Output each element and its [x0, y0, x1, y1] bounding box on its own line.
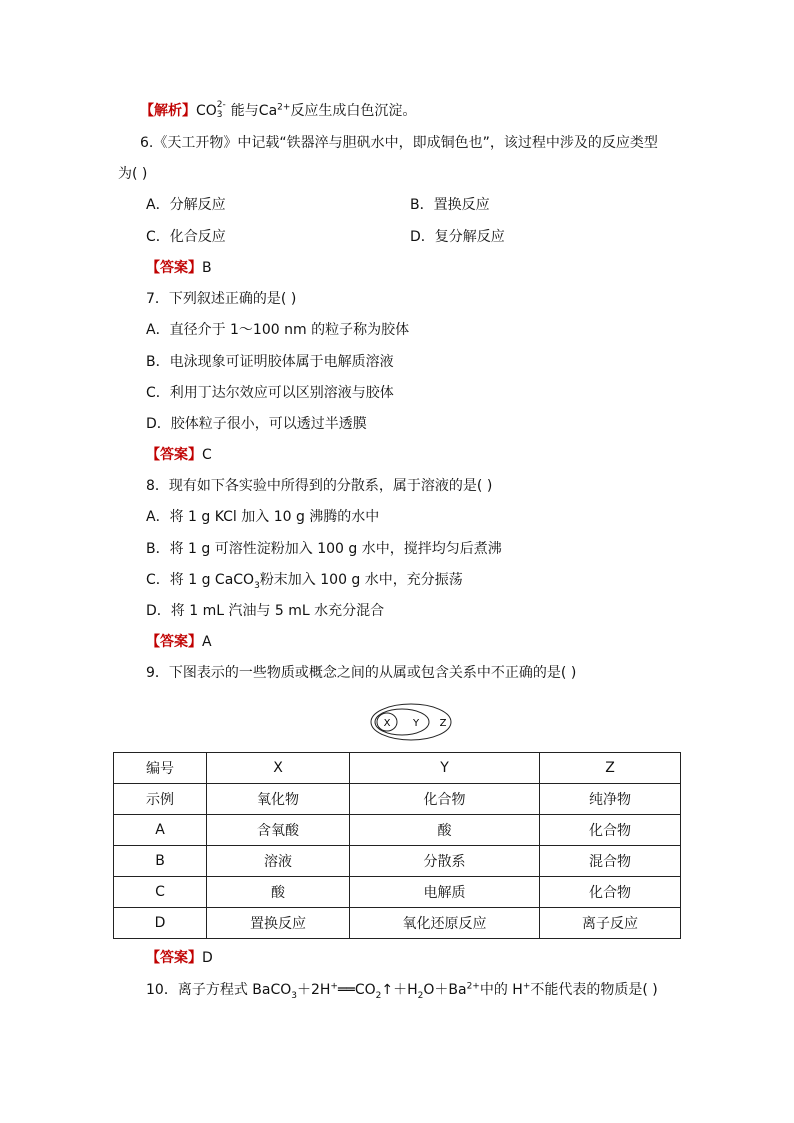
table-cell: 化合物 [350, 784, 540, 815]
q9-table [113, 752, 681, 939]
analysis-text-a: CO [196, 103, 217, 119]
analysis-line: 【解析】CO 2- 3 能与$Ca^{2+}$反应生成白色沉淀。 [140, 100, 417, 120]
q9-answer-value: D [202, 950, 213, 966]
q10-sup2: 2+ [466, 981, 480, 992]
venn-label-x: X [383, 718, 391, 729]
q10-sub3: 2 [417, 990, 424, 1001]
q9-stem: 9．下图表示的一些物质或概念之间的从属或包含关系中不正确的是( ) [146, 665, 577, 681]
table-row [114, 753, 681, 784]
q10-mid4: O＋Ba [423, 982, 467, 998]
q8-option-a: A．将 1 g KCl 加入 10 g 沸腾的水中 [146, 509, 380, 525]
table-cell: 酸 [350, 815, 540, 846]
q6-stem-line2: 为( ) [118, 166, 148, 182]
q10-sub2: 2 [375, 990, 382, 1001]
q6-option-c: C．化合反应 [146, 229, 226, 245]
q10-post: 不能代表的物质是( ) [530, 982, 658, 998]
venn-label-z: Z [439, 718, 447, 729]
table-row [114, 846, 681, 877]
table-cell: 纯净物 [540, 784, 681, 815]
q10-sup3: + [522, 981, 531, 992]
table-cell: 氧化还原反应 [350, 908, 540, 939]
table-cell: 化合物 [540, 815, 681, 846]
q6-answer [146, 258, 212, 278]
table-cell: 酸 [207, 877, 350, 908]
q6-answer-value: B [202, 260, 212, 276]
table-cell: 溶液 [207, 846, 350, 877]
q8-option-b: B．将 1 g 可溶性淀粉加入 100 g 水中，搅拌均匀后煮沸 [146, 541, 502, 557]
analysis-sup-b: 2+ [277, 102, 291, 113]
q7-option-c: C．利用丁达尔效应可以区别溶液与胶体 [146, 385, 394, 401]
q10-mid1: ＋2H [296, 982, 331, 998]
table-cell: 氧化物 [207, 784, 350, 815]
venn-diagram [370, 702, 454, 742]
q6-option-d: D．复分解反应 [410, 229, 505, 245]
analysis-text-b: 能与Ca [230, 103, 278, 119]
q8-stem: 8．现有如下各实验中所得到的分散系，属于溶液的是( ) [146, 478, 493, 494]
q10-mid2: ══CO [337, 982, 376, 998]
table-row [114, 815, 681, 846]
q6-option-b: B．置换反应 [410, 197, 490, 213]
q8-answer-value: A [202, 634, 212, 650]
table-cell: Y [350, 753, 540, 784]
q7-option-a: A．直径介于 1～100 nm 的粒子称为胶体 [146, 322, 410, 338]
table-cell: A [114, 815, 207, 846]
q7-option-b: B．电泳现象可证明胶体属于电解质溶液 [146, 354, 394, 370]
venn-label-y: Y [412, 718, 420, 729]
q8-option-c-pre: C．将 1 g CaCO [146, 572, 255, 588]
analysis-tag: 【解析】 [140, 103, 196, 119]
q7-stem: 7．下列叙述正确的是( ) [146, 291, 297, 307]
table-cell: 混合物 [540, 846, 681, 877]
table-row [114, 784, 681, 815]
q8-option-c-sub: 3 [254, 580, 260, 591]
q8-option-c-post: 粉末加入 100 g 水中，充分振荡 [259, 572, 463, 588]
q10-mid3: ↑＋H [381, 982, 418, 998]
q10-mid5: 中的 H [479, 982, 523, 998]
table-cell: 电解质 [350, 877, 540, 908]
q8-answer-tag: 【答案】 [146, 634, 202, 650]
q9-answer-tag: 【答案】 [146, 950, 202, 966]
q10-pre: 10．离子方程式 BaCO [146, 982, 292, 998]
table-cell: 含氧酸 [207, 815, 350, 846]
q8-answer [146, 632, 212, 652]
table-cell: Z [540, 753, 681, 784]
q7-answer-value: C [202, 447, 212, 463]
table-cell: D [114, 908, 207, 939]
analysis-text-c: 反应生成白色沉淀。 [290, 103, 417, 119]
table-cell: B [114, 846, 207, 877]
q10-sub1: 3 [291, 990, 297, 1001]
table-cell: 离子反应 [540, 908, 681, 939]
q7-answer-tag: 【答案】 [146, 447, 202, 463]
table-row [114, 908, 681, 939]
table-cell: 分散系 [350, 846, 540, 877]
q7-option-d: D．胶体粒子很小，可以透过半透膜 [146, 416, 367, 432]
q10-sup1: + [330, 981, 338, 992]
table-cell: X [207, 753, 350, 784]
table-cell: 编号 [114, 753, 207, 784]
q8-option-c [146, 570, 463, 590]
table-cell: C [114, 877, 207, 908]
table-row [114, 877, 681, 908]
q7-answer [146, 445, 212, 465]
q8-option-d: D．将 1 mL 汽油与 5 mL 水充分混合 [146, 603, 385, 619]
q6-stem-line1: 6.《天工开物》中记载“铁器淬与胆矾水中，即成铜色也”，该过程中涉及的反应类型 [140, 135, 658, 151]
q6-answer-tag: 【答案】 [146, 260, 202, 276]
table-cell: 化合物 [540, 877, 681, 908]
q6-option-a: A．分解反应 [146, 197, 226, 213]
table-cell: 置换反应 [207, 908, 350, 939]
q10-stem [146, 980, 658, 1000]
table-cell: 示例 [114, 784, 207, 815]
q9-answer [146, 948, 213, 968]
